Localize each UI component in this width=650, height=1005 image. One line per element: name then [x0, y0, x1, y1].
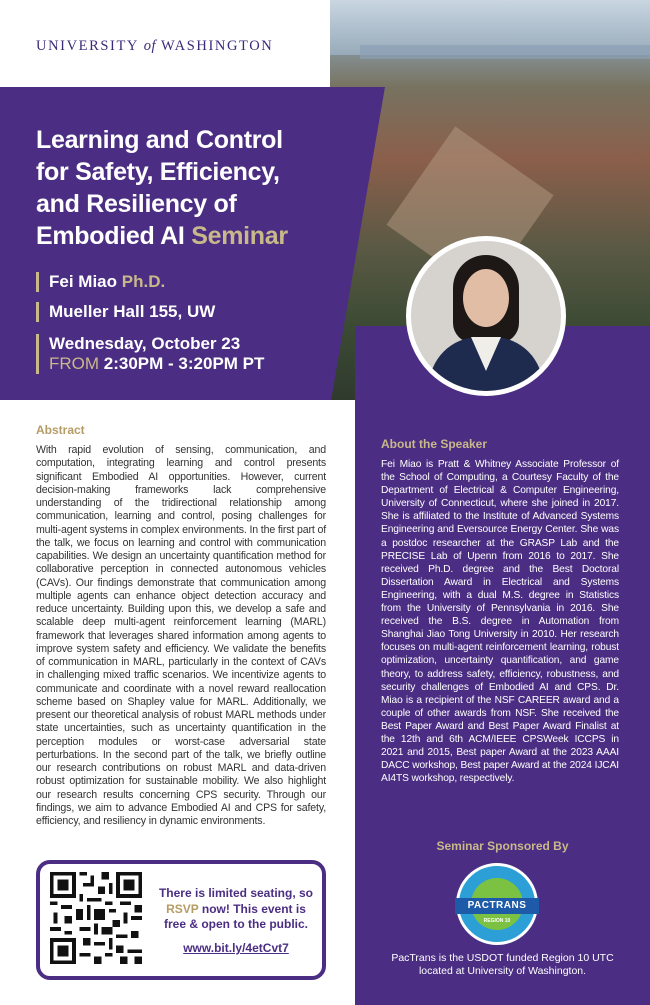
about-speaker-text: Fei Miao is Pratt & Whitney Associate Professor of the School of Computing, a Courtesy Faculty of the Department of Electrical & Computer Engineering, University of Connecticut, where she joined in 2017. She is affiliated to the Institute of Advanced Systems Engineering and Eversource Energy Center. She was a postdoc researcher at the GRASP Lab and the PRECISE Lab of Upenn from 2016 to 2017. She received Ph.D. degree and the Best Doctoral Dissertation Award in Electrical and Systems Engineering, with a dual M.S. degree in Statistics from the University of Pennsylvania in 2016. She received the B.S. degree in Automation from Shanghai Jiao Tong University in 2010. Her research focuses on multi-agent reinforcement learning, robust optimization, uncertainty quantification, and game theory, to address safety, efficiency, robustness, and security challenges of Embodied AI and CPS. Dr. Miao is a recipient of the NSF CAREER award and a couple of other awards from NSF. She received the Best Paper Award and Best Paper Award Finalist at the 12th and 6th ACM/IEEE CPSWeek ICCPS in 2021 and 2015, Best paper Award at the 2023 AAAI DACC workshop, Best paper Award at the 2024 IJCAI AI4TS workshop, respectively. — [381, 459, 619, 785]
rsvp-message: There is limited seating, so RSVP now! This event is free & open to the public. — [158, 886, 314, 931]
qr-code[interactable] — [50, 872, 142, 964]
pactrans-logo: PACTRANS REGION 10 — [456, 863, 538, 945]
event-title: Learning and Control for Safety, Efficiency, and Resiliency of Embodied AI Seminar — [36, 126, 288, 250]
rsvp-link[interactable]: www.bit.ly/4etCvt7 — [183, 941, 289, 955]
university-logo: UNIVERSITY of WASHINGTON — [36, 38, 274, 54]
abstract-text: With rapid evolution of sensing, communication, and computation, integrating learning and control presents significant Embodied AI opportunities. However, current decision-making frameworks lack comprehensive understanding of the tridirectional relationship among communication, learning and control, posing challenges for multi-agent systems in complex environments. In the first part of the talk, we focus on learning and control with communication capabilities. We design an uncertainty quantification method for collaborative perception in connected autonomous vehicles (CAVs). Our findings demonstrate that communication among multiple agents can enhance object detection accuracy and reduce uncertainty. Building upon this, we develop a safe and scalable deep multi-agent reinforcement learning (MARL) framework that leverages shared information among agents to improve system safety and efficiency. We validate the benefits of communication in MARL, particularly in the context of CAVs in challenging mixed traffic scenarios. We incentivize agents to communicate and coordinate with a novel reward reallocation scheme based on Shapley value for MARL. Additionally, we present our theoretical analysis of robust MARL methods under state uncertainties, such as uncertainty quantification in the perception modules or worst-case adversarial state perturbations. In the second part of the talk, we briefly outline our research contributions on robust MARL and data-driven robust optimization for sustainable mobility. We also highlight our research results concerning CPS security. Through our findings, we aim to advance Embodied AI and CPS for safety, efficiency, and resiliency in dynamic environments. — [36, 444, 326, 827]
event-location: Mueller Hall 155, UW — [36, 302, 215, 322]
event-datetime: Wednesday, October 23 FROM 2:30PM - 3:20PM PT — [36, 334, 264, 374]
sponsor-heading: Seminar Sponsored By — [436, 839, 569, 853]
speaker-name: Fei Miao Ph.D. — [36, 272, 165, 292]
sponsor-note: PacTrans is the USDOT funded Region 10 UTC located at University of Washington. — [391, 952, 614, 977]
speaker-photo — [406, 236, 566, 396]
about-speaker-heading: About the Speaker — [381, 437, 488, 451]
abstract-heading: Abstract — [36, 423, 85, 437]
